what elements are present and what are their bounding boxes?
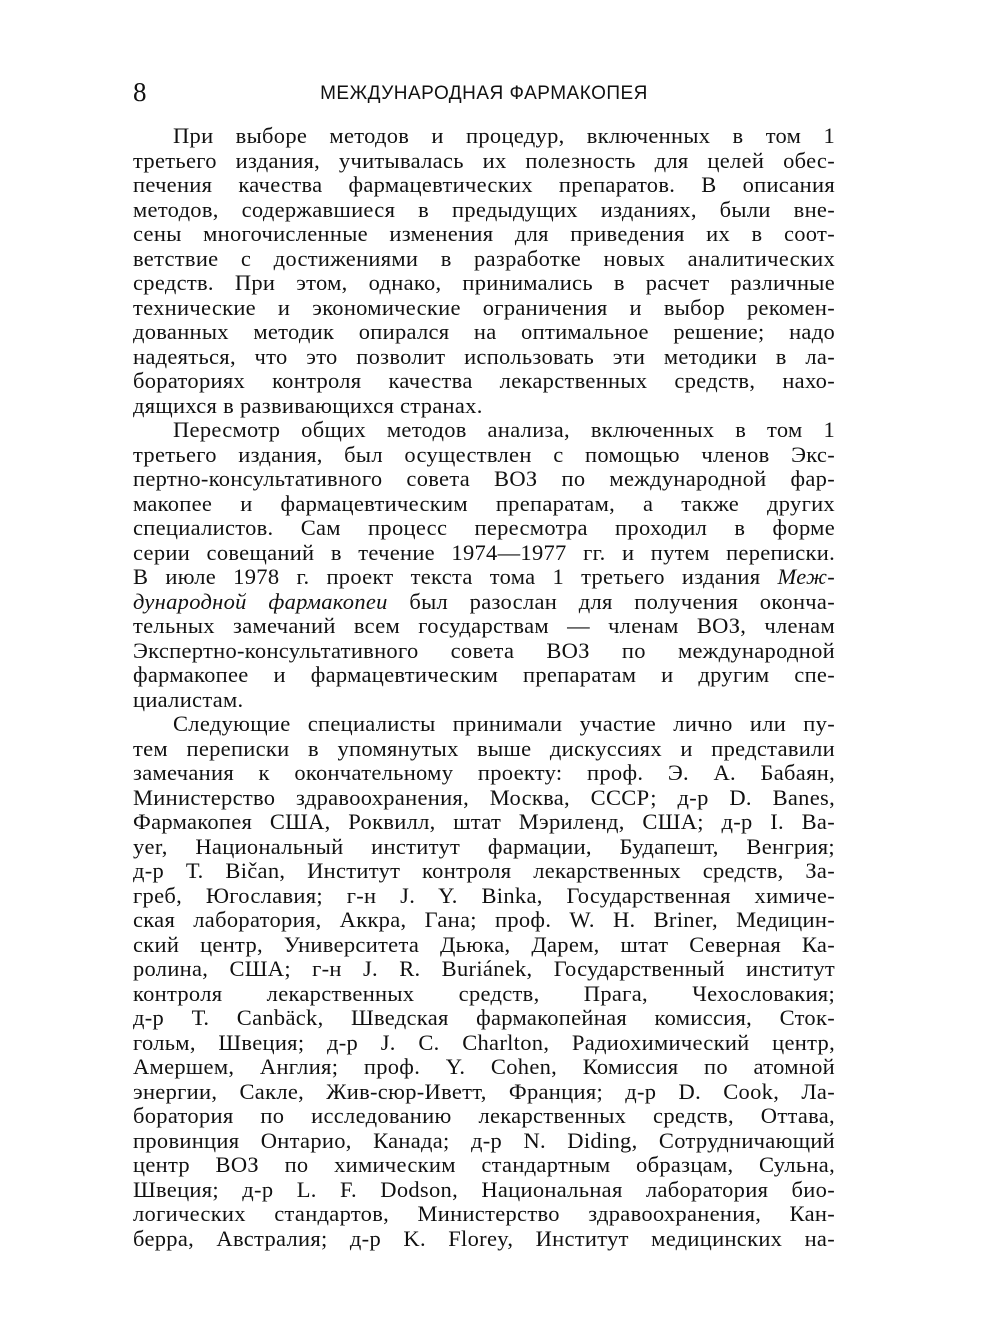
text-line: д-р Т. Bičan, Институт контроля лекарственных средств, За- <box>133 859 835 883</box>
text-line: замечания к окончательному проекту: проф. Э. А. Бабаян, <box>133 761 835 785</box>
text-line: боратория по исследованию лекарственных средств, Оттава, <box>133 1104 835 1128</box>
text-line: печения качества фармацевтических препаратов. В описания <box>133 173 835 197</box>
text-segment: В июле 1978 г. проект текста тома 1 третьего издания <box>133 565 761 589</box>
text-line: берра, Австралия; д-р K. Florey, Институт медицинских на- <box>133 1226 835 1251</box>
page-number: 8 <box>133 77 147 107</box>
text-line: Экспертно-консультативного совета ВОЗ по международной <box>133 638 835 663</box>
text-line: ролина, США; г-н J. R. Buriánek, Государственный институт <box>133 957 835 981</box>
body-text <box>133 124 835 1251</box>
text-line: ветствие с достижениями в разработке новых аналитических <box>133 246 835 271</box>
text-line: технические и экономические ограничения и выбор рекомен- <box>133 295 835 320</box>
text-line: ская лаборатория, Аккра, Гана; проф. W. H. Briner, Медицин- <box>133 908 835 932</box>
text-line: средств. При этом, однако, принимались в расчет различные <box>133 271 835 295</box>
text-line: тельных замечаний всем государствам — членам ВОЗ, членам <box>133 614 835 638</box>
text-line: Швеция; д-р L. F. Dodson, Национальная лаборатория био- <box>133 1177 835 1202</box>
text-line: пертно-консультативного совета ВОЗ по международной фар- <box>133 467 835 491</box>
text-line: Пересмотр общих методов анализа, включенных в том 1 <box>173 418 835 442</box>
italic-title-segment: Меж- <box>777 565 835 589</box>
text-line: методов, содержавшиеся в предыдущих изданиях, были вне- <box>133 197 835 222</box>
text-line: гольм, Швеция; д-р J. C. Charlton, Радиохимический центр, <box>133 1030 835 1055</box>
text-line: Фармакопея США, Роквилл, штат Мэриленд, США; д-р I. Ba- <box>133 810 835 834</box>
text-line: Министерство здравоохранения, Москва, СССР; д-р D. Banes, <box>133 785 835 810</box>
text-line: логических стандартов, Министерство здравоохранения, Кан- <box>133 1202 835 1226</box>
text-line: д-р Т. Canbäck, Шведская фармакопейная комиссия, Сток- <box>133 1006 835 1030</box>
text-line: фармакопее и фармацевтическим препаратам и другим спе- <box>133 663 835 687</box>
paragraph-1 <box>133 124 835 418</box>
text-line-with-italic <box>133 565 835 590</box>
paragraph-3 <box>133 712 835 1251</box>
italic-title-segment: дународной фармакопеи <box>133 589 388 614</box>
text-line: макопее и фармацевтическим препаратам, а также других <box>133 491 835 516</box>
text-line: циалистам. <box>133 687 244 712</box>
text-line: Следующие специалисты принимали участие лично или пу- <box>173 712 835 736</box>
text-line: провинция Онтарио, Канада; д-р N. Diding, Сотрудничающий <box>133 1128 835 1153</box>
text-segment: был разослан для получения оконча- <box>409 589 835 614</box>
text-line: надеяться, что это позволит использовать эти методики в ла- <box>133 344 835 369</box>
text-line: контроля лекарственных средств, Прага, Чехословакия; <box>133 981 835 1006</box>
text-line: бораториях контроля качества лекарственных средств, нахо- <box>133 369 835 393</box>
text-line: дящихся в развивающихся странах. <box>133 393 483 418</box>
page-header <box>133 76 835 108</box>
text-line: ский центр, Университета Дьюка, Дарем, штат Северная Ка- <box>133 932 835 957</box>
paragraph-2 <box>133 418 835 712</box>
text-line: сены многочисленные изменения для приведения их в соот- <box>133 222 835 246</box>
text-line: При выборе методов и процедур, включенных в том 1 <box>173 124 835 148</box>
text-line: центр ВОЗ по химическим стандартным образцам, Сульна, <box>133 1153 835 1177</box>
text-line: греб, Югославия; г-н J. Y. Binka, Государственная химиче- <box>133 883 835 908</box>
text-line: третьего издания, был осуществлен с помощью членов Экс- <box>133 442 835 467</box>
text-line: Амершем, Англия; проф. Y. Cohen, Комиссия по атомной <box>133 1055 835 1079</box>
text-line: специалистов. Сам процесс пересмотра проходил в форме <box>133 516 835 540</box>
text-line: дованных методик опирался на оптимальное решение; надо <box>133 320 835 344</box>
text-line: тем переписки в упомянутых выше дискуссиях и представили <box>133 736 835 761</box>
text-line-with-italic <box>133 590 835 615</box>
text-line: yer, Национальный институт фармации, Будапешт, Венгрия; <box>133 834 835 859</box>
running-title: МЕЖДУНАРОДНАЯ ФАРМАКОПЕЯ <box>320 83 648 104</box>
text-line: серии совещаний в течение 1974—1977 гг. и путем переписки. <box>133 540 835 565</box>
text-line: третьего издания, учитывалась их полезность для целей обес- <box>133 148 835 173</box>
text-line: энергии, Сакле, Жив-сюр-Иветт, Франция; д-р D. Cook, Ла- <box>133 1079 835 1104</box>
